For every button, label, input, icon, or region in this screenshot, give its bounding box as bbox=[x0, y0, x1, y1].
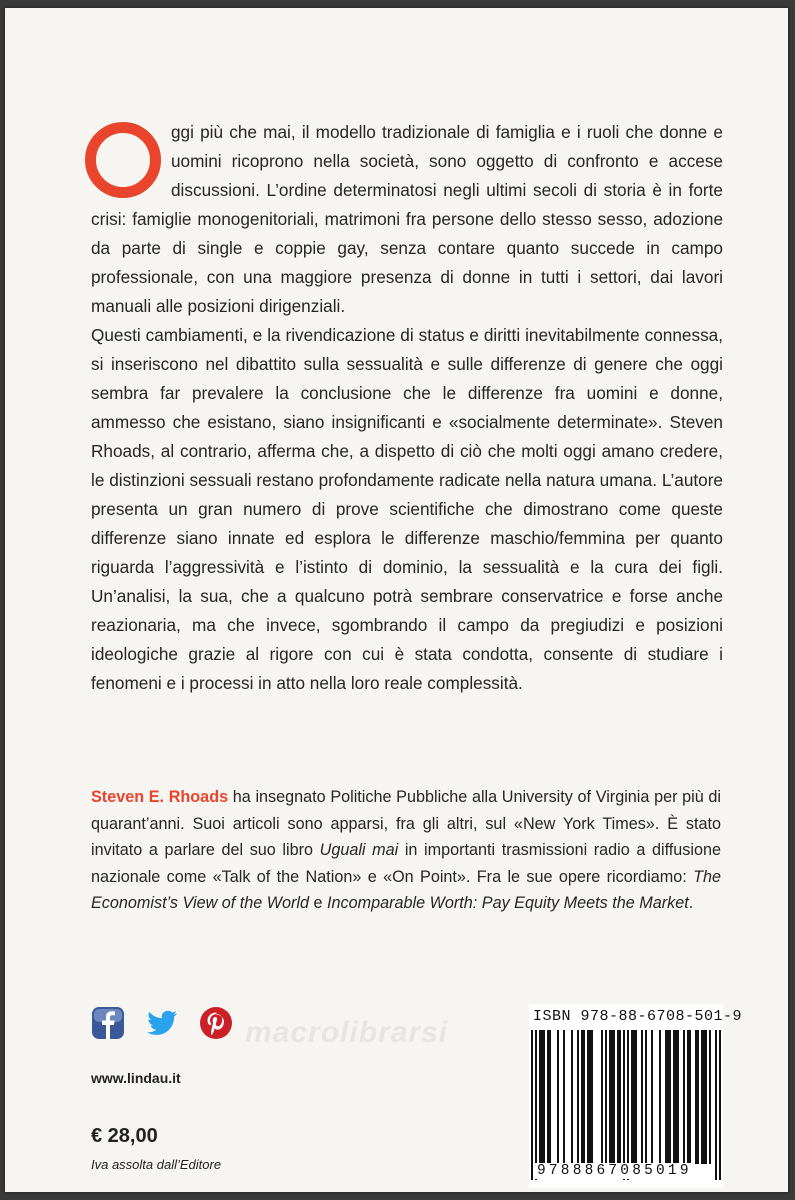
dropcap-o bbox=[85, 122, 161, 198]
author-name: Steven E. Rhoads bbox=[91, 788, 229, 806]
isbn-label: ISBN 978-88-6708-501-9 bbox=[533, 1008, 743, 1025]
barcode-bar bbox=[635, 1030, 637, 1164]
barcode-bar bbox=[587, 1030, 589, 1164]
barcode-bar bbox=[687, 1030, 689, 1164]
work-title-1: The Economist’s View of the World bbox=[91, 867, 721, 912]
barcode-bar bbox=[613, 1030, 615, 1164]
barcode-bar bbox=[673, 1030, 675, 1164]
twitter-icon[interactable] bbox=[145, 1006, 179, 1040]
barcode-bar bbox=[601, 1030, 603, 1164]
blurb bbox=[91, 118, 723, 698]
author-bio bbox=[91, 784, 721, 917]
barcode-bar bbox=[677, 1030, 679, 1164]
barcode-bar bbox=[659, 1030, 661, 1164]
ean-digits: 9788867085019 bbox=[537, 1163, 692, 1179]
barcode-bar bbox=[667, 1030, 669, 1164]
barcode-bar bbox=[563, 1030, 565, 1164]
barcode-bar bbox=[705, 1030, 707, 1164]
barcode-bar bbox=[683, 1030, 685, 1164]
barcode-bar bbox=[591, 1030, 593, 1164]
author-bio-text-4: . bbox=[688, 894, 694, 912]
barcode-bar bbox=[557, 1030, 559, 1164]
barcode-bar bbox=[605, 1030, 607, 1164]
barcode-bar bbox=[611, 1030, 613, 1164]
barcode-bar bbox=[697, 1030, 699, 1164]
barcode-bar bbox=[577, 1030, 579, 1164]
blurb-paragraph-2: Questi cambiamenti, e la rivendicazione di status e diritti inevitabilmente connessa, si inseriscono nel dibattito sulla sessualità e sulle differenze di genere che oggi sembra far prevalere la conclusione che le differenze fra uomini e donne, ammesso che esistano, siano insignificanti e «socialmente determinate». Steven Rhoads, al contrario, afferma che, a dispetto di ciò che molti oggi amano credere, le distinzioni sessuali restano profondamente radicate nella natura umana. L’autore presenta un gran numero di prove scientifiche che dimostrano come queste differenze siano innate ed esplora le differenze maschio/femmina per quanto riguarda l’aggressività e l’istinto di dominio, la sessualità e la cura dei figli. Un’analisi, la sua, che a qualcuno potrà sembrare conservatrice e forse anche reazionaria, ma che invece, sgombrando il campo da pregiudizi e posizioni ideologiche grazie al rigore con cui è stata condotta, consente di studiare i fenomeni e i processi in atto nella loro reale complessità. bbox=[91, 325, 723, 693]
work-title-2: Incomparable Worth: Pay Equity Meets the Market bbox=[327, 894, 689, 912]
barcode-bar bbox=[609, 1030, 611, 1164]
barcode-bar bbox=[589, 1030, 591, 1164]
barcode-bar bbox=[701, 1030, 703, 1164]
book-back-cover bbox=[5, 8, 788, 1192]
barcode-bar bbox=[675, 1030, 677, 1164]
barcode-bar bbox=[549, 1030, 551, 1164]
barcode-bar bbox=[541, 1030, 543, 1164]
barcode-bar bbox=[623, 1030, 625, 1180]
barcode-bar bbox=[695, 1030, 697, 1164]
barcode-bar bbox=[669, 1030, 671, 1164]
barcode-bar bbox=[543, 1030, 545, 1164]
blurb-paragraph-1 bbox=[91, 118, 723, 321]
watermark: macrolibrarsi bbox=[245, 1016, 449, 1049]
barcode-bar bbox=[531, 1030, 533, 1180]
barcode-bar bbox=[581, 1030, 583, 1164]
barcode-bar bbox=[703, 1030, 705, 1164]
barcode-bar bbox=[633, 1030, 635, 1164]
author-bio-text-3: e bbox=[309, 894, 328, 912]
price: € 28,00 bbox=[91, 1125, 158, 1147]
book-title: Uguali mai bbox=[319, 841, 399, 859]
vat-note: Iva assolta dall’Editore bbox=[91, 1157, 222, 1172]
author-bio-text-1: ha insegnato Politiche Pubbliche alla University of Virginia per più di quarant’anni. Suoi articoli sono apparsi, fra gli altri, sul «New York Times». È stato invitato a parlare del suo libro bbox=[91, 788, 722, 859]
author-bio-text-2: in importanti trasmissioni radio a diffusione nazionale come «Talk of the Nation» e «On Point». Fra le sue opere ricordiamo: bbox=[91, 841, 721, 886]
barcode-bar bbox=[715, 1030, 717, 1180]
barcode-bar bbox=[641, 1030, 643, 1164]
barcode-bar bbox=[583, 1030, 585, 1164]
barcode bbox=[531, 1030, 721, 1180]
barcode-bar bbox=[709, 1030, 711, 1164]
barcode-bar bbox=[645, 1030, 647, 1164]
barcode-bar bbox=[571, 1030, 573, 1164]
facebook-icon[interactable] bbox=[91, 1006, 125, 1040]
barcode-bar bbox=[539, 1030, 541, 1164]
barcode-bar bbox=[631, 1030, 633, 1164]
barcode-bar bbox=[651, 1030, 653, 1164]
barcode-bar bbox=[619, 1030, 621, 1164]
barcode-bar bbox=[627, 1030, 629, 1180]
barcode-bar bbox=[719, 1030, 721, 1180]
barcode-bar bbox=[617, 1030, 619, 1164]
barcode-bar bbox=[665, 1030, 667, 1164]
social-icons bbox=[91, 1006, 233, 1040]
publisher-website[interactable]: www.lindau.it bbox=[91, 1070, 181, 1086]
pinterest-icon[interactable] bbox=[199, 1006, 233, 1040]
barcode-bar bbox=[689, 1030, 691, 1164]
barcode-bar bbox=[535, 1030, 537, 1180]
blurb-paragraph-1-text: ggi più che mai, il modello tradizionale di famiglia e i ruoli che donne e uomini ricoprono nella società, sono oggetto di confronto e accese discussioni. L’ordine determinatosi negli ultimi secoli di storia è in forte crisi: famiglie monogenitoriali, matrimoni fra persone dello stesso sesso, adozione da parte di single e coppie gay, senza contare quanto succede in campo professionale, con una maggiore presenza di donne in tutti i settori, dai lavori manuali alle posizioni dirigenziali. bbox=[91, 122, 723, 316]
barcode-bar bbox=[547, 1030, 549, 1164]
barcode-area bbox=[529, 1004, 743, 1188]
